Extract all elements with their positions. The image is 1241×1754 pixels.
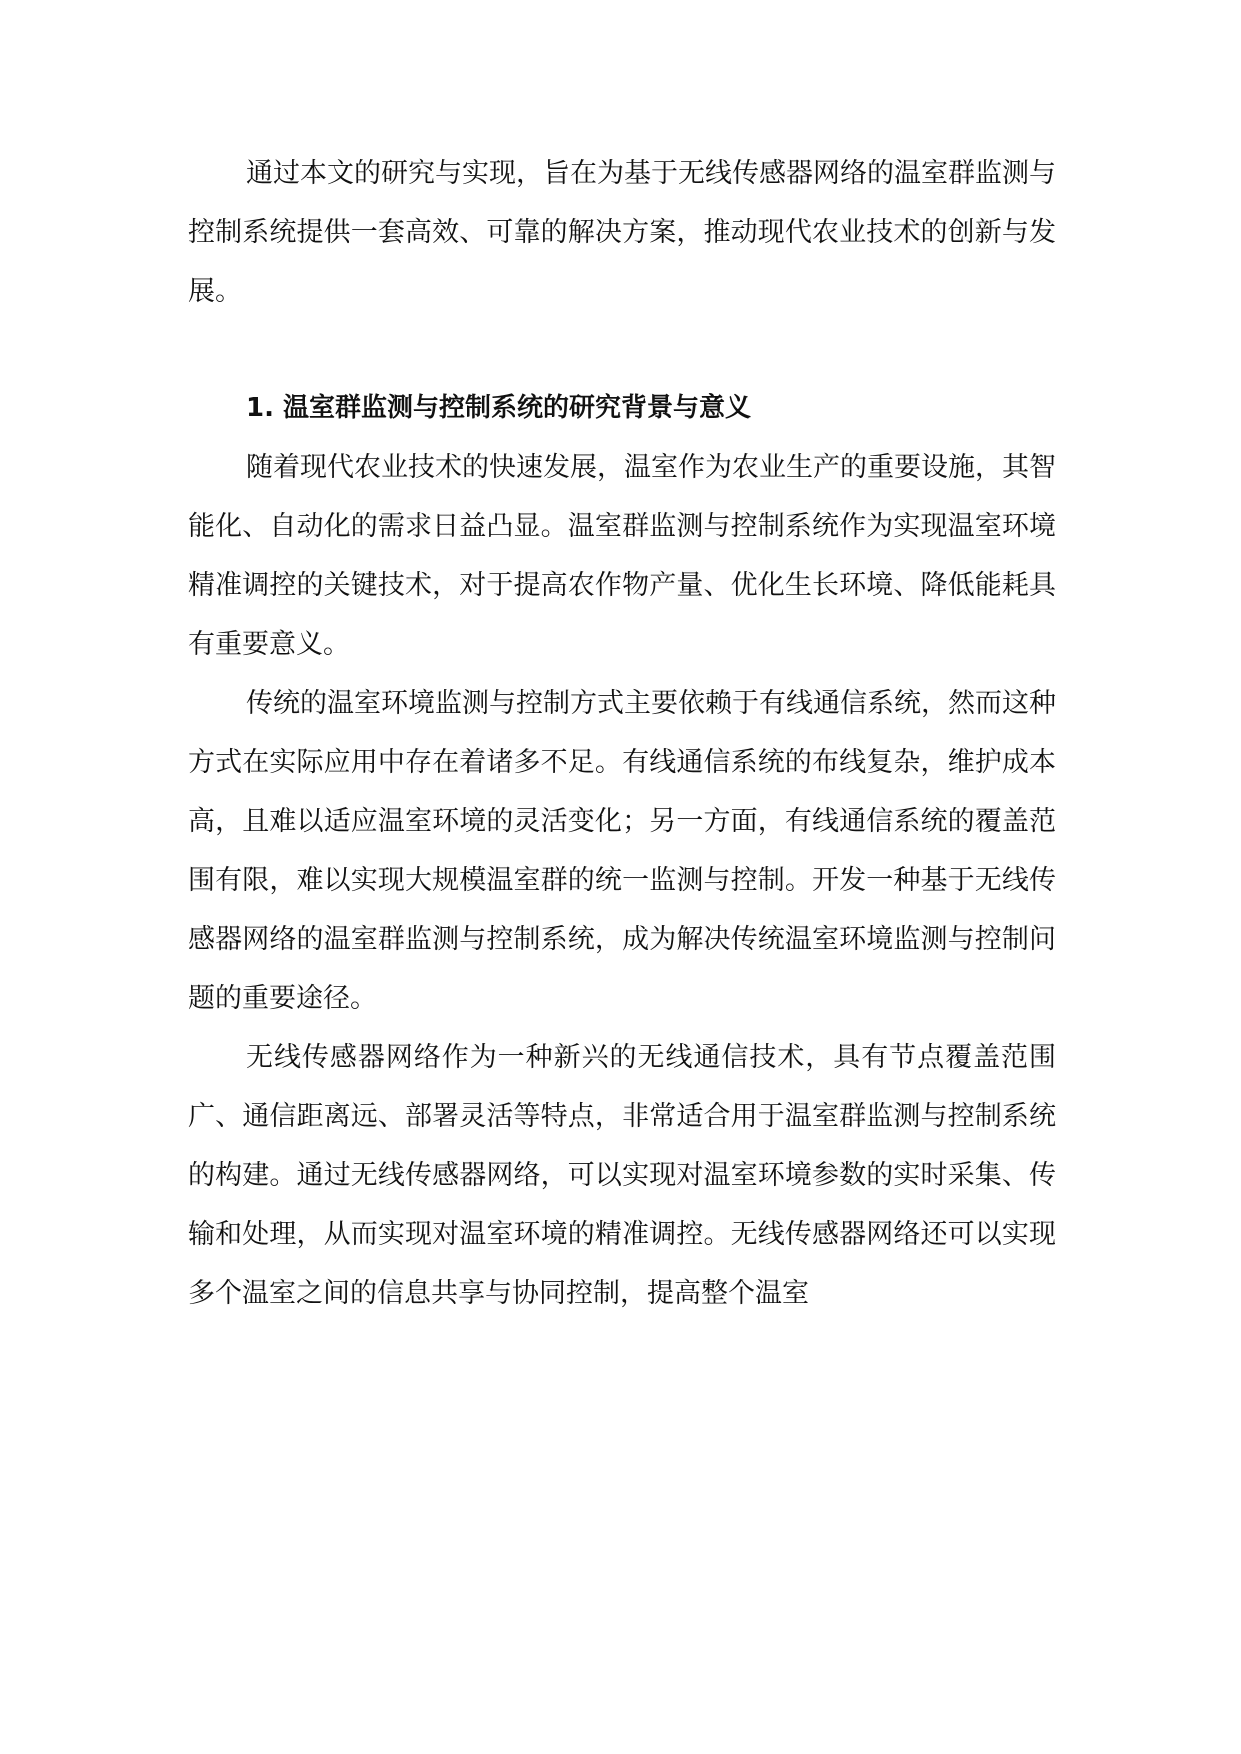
background-paragraph-1: 随着现代农业技术的快速发展，温室作为农业生产的重要设施，其智能化、自动化的需求日益凸显。温室群监测与控制系统作为实现温室环境精准调控的关键技术，对于提高农作物产量、优化生长环境、降低能耗具有重要意义。 — [188, 452, 1056, 660]
document-body — [188, 144, 1056, 1323]
intro-paragraph: 通过本文的研究与实现，旨在为基于无线传感器网络的温室群监测与控制系统提供一套高效、可靠的解决方案，推动现代农业技术的创新与发展。 — [188, 158, 1056, 307]
background-paragraph-3: 无线传感器网络作为一种新兴的无线通信技术，具有节点覆盖范围广、通信距离远、部署灵活等特点，非常适合用于温室群监测与控制系统的构建。通过无线传感器网络，可以实现对温室环境参数的实时采集、传输和处理，从而实现对温室环境的精准调控。无线传感器网络还可以实现多个温室之间的信息共享与协同控制，提高整个温室 — [188, 1042, 1056, 1309]
section-heading: 1. 温室群监测与控制系统的研究背景与意义 — [246, 393, 752, 423]
background-paragraph-2: 传统的温室环境监测与控制方式主要依赖于有线通信系统，然而这种方式在实际应用中存在着诸多不足。有线通信系统的布线复杂，维护成本高，且难以适应温室环境的灵活变化；另一方面，有线通信系统的覆盖范围有限，难以实现大规模温室群的统一监测与控制。开发一种基于无线传感器网络的温室群监测与控制系统，成为解决传统温室环境监测与控制问题的重要途径。 — [188, 688, 1056, 1014]
